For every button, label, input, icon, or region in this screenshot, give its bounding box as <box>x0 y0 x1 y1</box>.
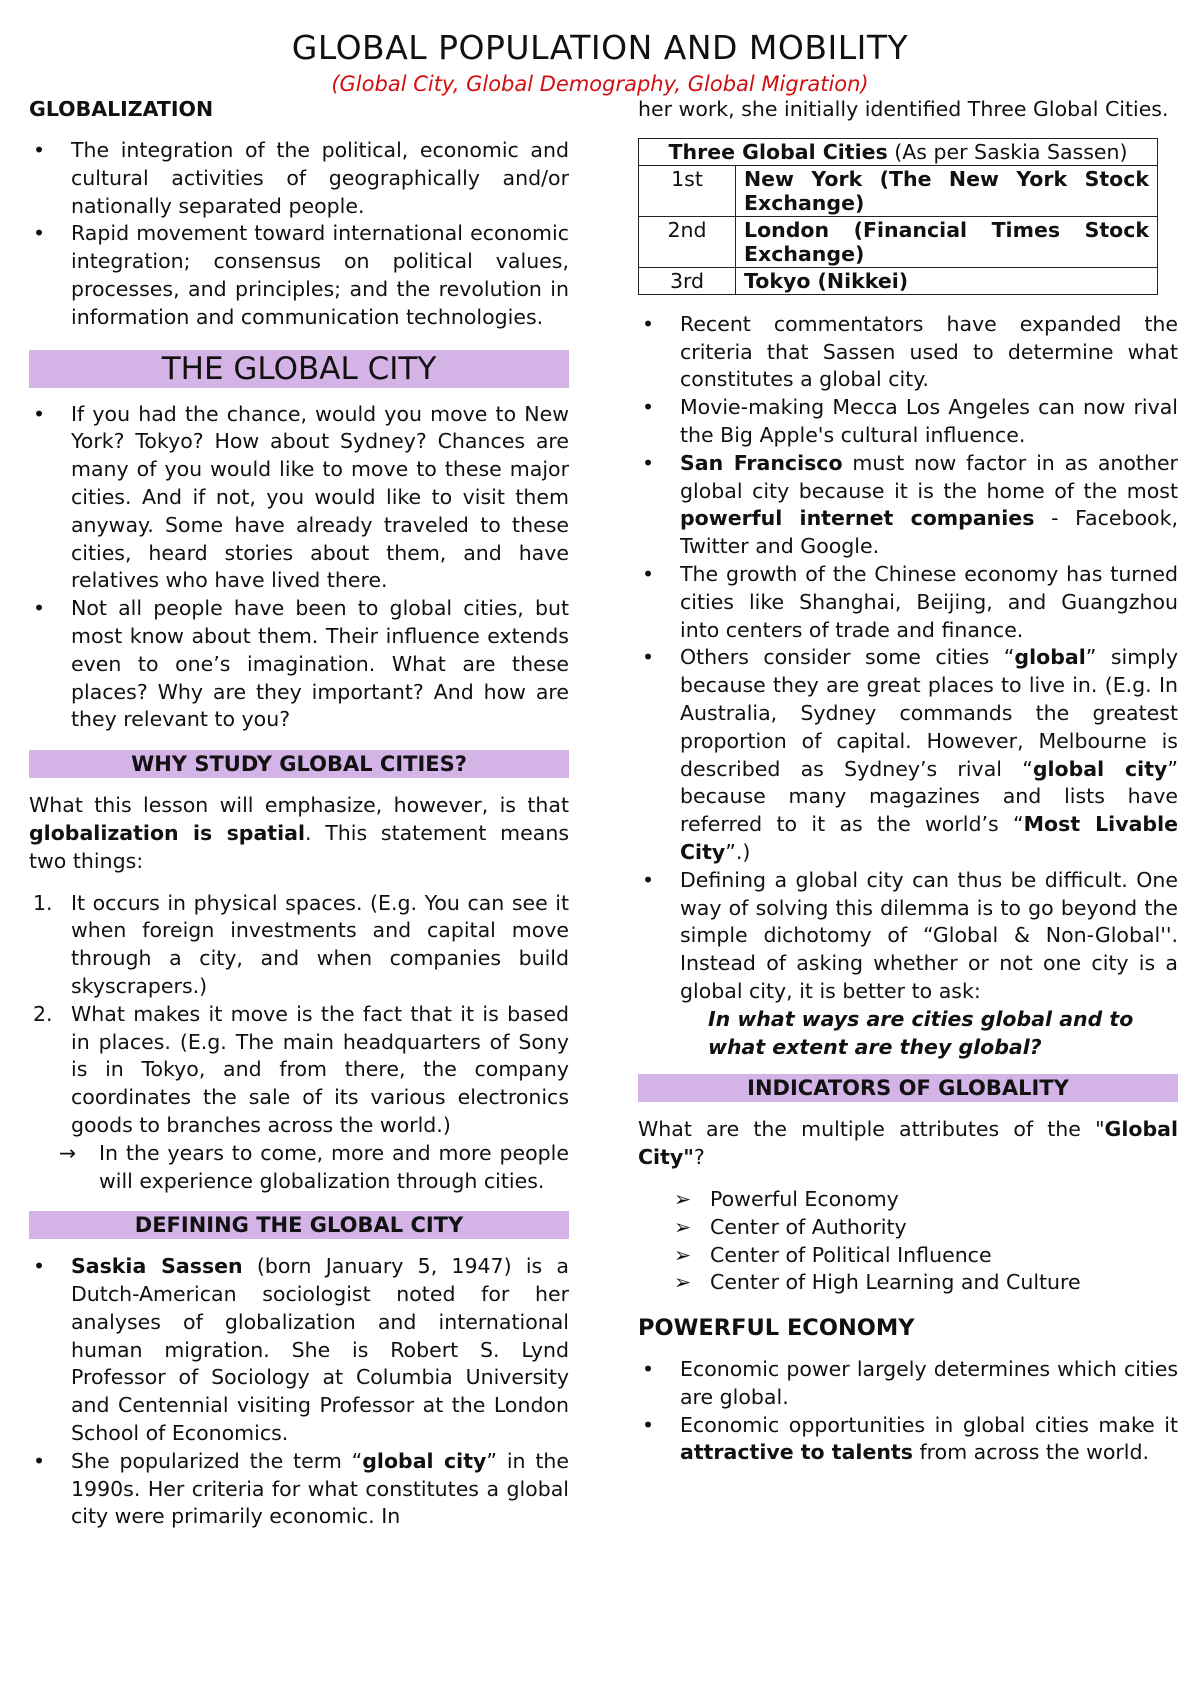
list-item <box>638 1214 1178 1242</box>
text-run-bold: Most Livable City <box>680 812 1179 864</box>
text-run: - Facebook, Twitter and Google. <box>680 506 1178 559</box>
section-band-defining: DEFINING THE GLOBAL CITY <box>29 1211 569 1239</box>
text-run-bold: globalization is spatial <box>29 820 305 845</box>
list-item-text: Center of Political Influence <box>710 1242 992 1267</box>
defining-list <box>29 1253 569 1531</box>
indicators-list <box>638 1186 1178 1297</box>
section-band-indicators: INDICATORS OF GLOBALITY <box>638 1074 1178 1102</box>
table-cell-city: London (Financial Times Stock Exchange) <box>736 216 1158 267</box>
globalization-list <box>29 137 569 332</box>
text-run: ”.) <box>725 839 751 864</box>
text-run: She popularized the term “ <box>71 1448 363 1473</box>
list-item: • The integration of the political, economic and cultural activities of geographically and/or nationally separated people. <box>29 137 569 220</box>
list-item: • Movie-making Mecca Los Angeles can now rival the Big Apple's cultural influence. <box>638 394 1178 450</box>
list-item <box>638 1186 1178 1214</box>
table-header <box>639 138 1158 165</box>
table-row <box>639 216 1158 267</box>
list-item: • Recent commentators have expanded the criteria that Sassen used to determine what constitutes a global city. <box>638 311 1178 394</box>
table-header-title: Three Global Cities <box>668 139 888 164</box>
text-run: from across the world. <box>912 1440 1150 1465</box>
text-run-bold: global city <box>362 1448 487 1473</box>
text-run-bold: powerful internet companies <box>680 506 1035 531</box>
globalization-heading: GLOBALIZATION <box>29 97 214 121</box>
table-cell-city: New York (The New York Stock Exchange) <box>736 165 1158 216</box>
table-cell-rank: 2nd <box>639 216 736 267</box>
table-header-row <box>639 138 1158 165</box>
arrowhead-bullet-icon: ➢ <box>674 1186 692 1211</box>
text-run-bold: Global City" <box>638 1117 1178 1170</box>
indicators-paragraph <box>638 1116 1178 1172</box>
page-subtitle: (Global City, Global Demography, Global Migration) <box>331 72 869 96</box>
text-run: ” simply because they are great places to live in. (E.g. In Australia, Sydney commands the greatest proportion of capital. However, Melbourne is described as Sydney’s rival “ <box>680 645 1179 781</box>
list-item: • Rapid movement toward international economic integration; consensus on political values, processes, and principles; and the revolution in information and communication technologies. <box>29 220 569 331</box>
page-title: GLOBAL POPULATION AND MOBILITY <box>291 28 909 67</box>
text-run-bold: Saskia Sassen <box>71 1254 243 1279</box>
list-item <box>29 1001 569 1140</box>
guiding-question: In what ways are cities global and to what extent are they global? <box>708 1006 1134 1059</box>
list-item <box>29 890 569 1001</box>
continuation-paragraph: her work, she initially identified Three Global Cities. <box>638 97 1169 121</box>
list-item-text: Powerful Economy <box>710 1186 899 1211</box>
why-numbered-list <box>29 890 569 1140</box>
list-item-text: It occurs in physical spaces. (E.g. You can see it when foreign investments and capital move through a city, and when companies build skyscrapers.) <box>71 890 569 998</box>
global-city-list <box>29 401 569 735</box>
table-row <box>639 165 1158 216</box>
list-item <box>638 1269 1178 1297</box>
table-header-note: (As per Saskia Sassen) <box>887 139 1128 164</box>
section-band-global-city: THE GLOBAL CITY <box>29 350 569 388</box>
arrow-note <box>29 1140 569 1196</box>
list-item <box>638 1242 1178 1270</box>
list-item <box>638 450 1178 561</box>
why-paragraph <box>29 792 569 875</box>
text-run-bold: global city <box>1032 756 1168 781</box>
table-row <box>639 267 1158 294</box>
powerful-economy-list <box>638 1356 1178 1467</box>
list-number: 1. <box>33 890 53 915</box>
table-cell-city: Tokyo (Nikkei) <box>736 267 1158 294</box>
text-run: ” in the 1990s. Her criteria for what constitutes a global city were primarily economic. In <box>71 1448 569 1529</box>
global-cities-table <box>638 138 1158 295</box>
global-city-criteria-list <box>638 311 1178 1006</box>
list-item: • Economic power largely determines which cities are global. <box>638 1356 1178 1412</box>
text-run: Others consider some cities “ <box>680 645 1015 670</box>
arrowhead-bullet-icon: ➢ <box>674 1242 692 1267</box>
text-run-bold: global <box>1014 645 1086 670</box>
list-item: • The growth of the Chinese economy has turned cities like Shanghai, Beijing, and Guangzhou into centers of trade and finance. <box>638 561 1178 644</box>
list-item: • If you had the chance, would you move to New York? Tokyo? How about Sydney? Chances are many of you would like to move to these major cities. And if not, you would like to visit them anyway. Some have already traveled to these cities, heard stories about them, and have relatives who have lived there. <box>29 401 569 596</box>
arrowhead-bullet-icon: ➢ <box>674 1214 692 1239</box>
text-run: ? <box>693 1145 705 1170</box>
text-run: ” because many magazines and lists have referred to it as the world’s “ <box>680 756 1178 837</box>
list-item-text: Center of High Learning and Culture <box>710 1270 1081 1295</box>
text-run: What this lesson will emphasize, however, is that <box>29 793 569 818</box>
list-number: 2. <box>33 1001 53 1026</box>
left-column <box>29 96 569 1531</box>
arrowhead-bullet-icon: ➢ <box>674 1270 692 1295</box>
right-arrow-icon: → <box>59 1140 77 1165</box>
table-cell-rank: 3rd <box>639 267 736 294</box>
list-item: • Not all people have been to global cities, but most know about them. Their influence extends even to one’s imagination. What are these places? Why are they important? And how are they relevant to you? <box>29 595 569 734</box>
list-item <box>638 644 1178 866</box>
list-item-text: What makes it move is the fact that it is based in places. (E.g. The main headquarters of Sony is in Tokyo, and from there, the company coordinates the sale of its various electronics goods to branches across the world.) <box>71 1001 569 1137</box>
text-run: What are the multiple attributes of the " <box>638 1117 1105 1142</box>
text-run: . This statement means two things: <box>29 820 569 873</box>
text-run-bold: attractive to talents <box>680 1440 913 1465</box>
text-run: (born January 5, 1947) is a Dutch-American sociologist noted for her analyses of globalization and international human migration. She is Robert S. Lynd Professor of Sociology at Columbia University and Centennial visiting Professor at the London School of Economics. <box>71 1254 569 1446</box>
right-column <box>638 96 1178 1467</box>
powerful-economy-heading: POWERFUL ECONOMY <box>638 1315 915 1342</box>
text-run: Economic opportunities in global cities make it <box>680 1412 1178 1437</box>
list-item <box>29 1253 569 1448</box>
list-item <box>638 1412 1178 1468</box>
list-item: • Defining a global city can thus be difficult. One way of solving this dilemma is to go beyond the simple dichotomy of “Global & Non-Global''. Instead of asking whether or not one city is a global city, it is better to ask: <box>638 867 1178 1006</box>
arrow-note-text: In the years to come, more and more people will experience globalization through cities. <box>99 1140 569 1193</box>
text-run-bold: San Francisco <box>680 450 843 475</box>
section-band-why-study: WHY STUDY GLOBAL CITIES? <box>29 750 569 778</box>
list-item <box>29 1448 569 1531</box>
table-cell-rank: 1st <box>639 165 736 216</box>
list-item-text: Center of Authority <box>710 1214 907 1239</box>
text-run: must now factor in as another global city because it is the home of the most <box>680 450 1178 503</box>
